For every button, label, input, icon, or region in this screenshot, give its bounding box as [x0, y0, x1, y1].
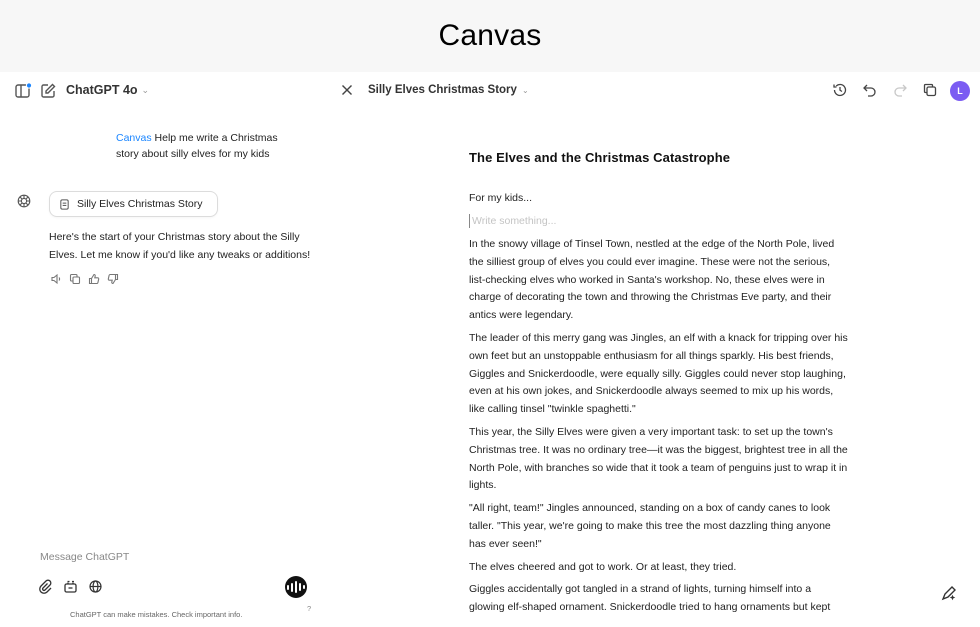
canvas-document[interactable] [469, 150, 849, 622]
help-button[interactable]: ? [307, 604, 312, 613]
voice-mode-button[interactable] [285, 576, 307, 598]
version-history-icon[interactable] [832, 82, 848, 98]
message-actions [50, 273, 119, 285]
document-paragraph: The leader of this merry gang was Jingles, an elf with a knack for tripping over his own feet but an unstoppable enthusiasm for all things sparkly. His best friends, Giggles and Snickerdoodle, were equally silly. Giggles could never stop laughing, even at his own jokes, and Snickerdoodle always seemed to mix up his words, like calling tinsel "twinkle spaghetti." [469, 331, 848, 416]
copy-document-icon[interactable] [922, 82, 938, 98]
assistant-message: Here's the start of your Christmas story about the Silly Elves. Let me know if you'd like any tweaks or additions! [49, 231, 311, 261]
new-chat-icon[interactable] [39, 82, 57, 100]
document-paragraph: This year, the Silly Elves were given a very important task: to set up the town's Christmas tree. It was no ordinary tree—it was the biggest, brightest tree in all the North Pole, with branches so wide that it took a team of penguins just to wrap it in lights. [469, 425, 848, 492]
undo-icon[interactable] [862, 82, 878, 98]
document-paragraph: Giggles accidentally got tangled in a strand of lights, turning himself into a glowing elf-shaped ornament. Snickerdoodle tried to hang ornaments but kept [469, 583, 831, 614]
message-input[interactable]: Message ChatGPT [40, 551, 130, 563]
document-intro-line: For my kids... [469, 192, 533, 204]
disclaimer: ChatGPT can make mistakes. Check important info. [70, 610, 243, 619]
document-heading: The Elves and the Christmas Catastrophe [469, 150, 731, 165]
canvas-header [326, 72, 980, 110]
user-message [116, 130, 296, 162]
document-paragraph: In the snowy village of Tinsel Town, nestled at the edge of the North Pole, lived the silliest group of elves you could ever imagine. These were not the serious, list-checking elves who worked in Santa's workshop. No, these elves were in charge of decorating the town and throwing the Christmas Eve party, and their antics were legendary. [469, 238, 835, 322]
page-heading: Canvas [0, 0, 980, 72]
edit-suggestions-icon[interactable] [940, 584, 958, 602]
app-window [0, 72, 980, 627]
document-chip-label: Silly Elves Christmas Story [77, 198, 203, 210]
canvas-tag: Canvas [116, 132, 152, 144]
model-name: ChatGPT 4o [66, 83, 138, 97]
redo-icon[interactable] [892, 82, 908, 98]
document-title-menu[interactable] [368, 84, 529, 96]
document-icon [59, 199, 70, 210]
canvas-pane [326, 72, 980, 627]
document-chip[interactable] [49, 191, 218, 217]
model-switcher[interactable] [66, 83, 149, 97]
tools-icon[interactable] [63, 579, 78, 594]
thumbs-down-icon[interactable] [107, 273, 119, 285]
chat-header [0, 72, 326, 110]
copy-icon[interactable] [69, 273, 81, 285]
user-avatar[interactable]: L [950, 81, 970, 101]
document-write-input[interactable] [469, 214, 669, 228]
globe-icon[interactable] [88, 579, 103, 594]
user-message-text: Help me write a Christmas story about silly elves for my kids [116, 132, 278, 160]
composer-tools [38, 579, 103, 594]
chat-pane [0, 72, 326, 627]
chevron-down-icon: ⌄ [141, 84, 150, 95]
document-title: Silly Elves Christmas Story [368, 84, 517, 96]
close-icon[interactable] [340, 83, 354, 97]
read-aloud-icon[interactable] [50, 273, 62, 285]
chevron-down-icon: ⌄ [521, 85, 529, 95]
attach-icon[interactable] [38, 579, 53, 594]
document-paragraph: "All right, team!" Jingles announced, standing on a box of candy canes to look taller. "This year, we're going to make this tree the most dazzling thing anyone has ever seen!" [469, 502, 831, 550]
thumbs-up-icon[interactable] [88, 273, 100, 285]
document-paragraph: The elves cheered and got to work. Or at least, they tried. [469, 560, 737, 573]
assistant-avatar-icon [16, 193, 32, 209]
sidebar-toggle-icon[interactable] [14, 82, 32, 100]
